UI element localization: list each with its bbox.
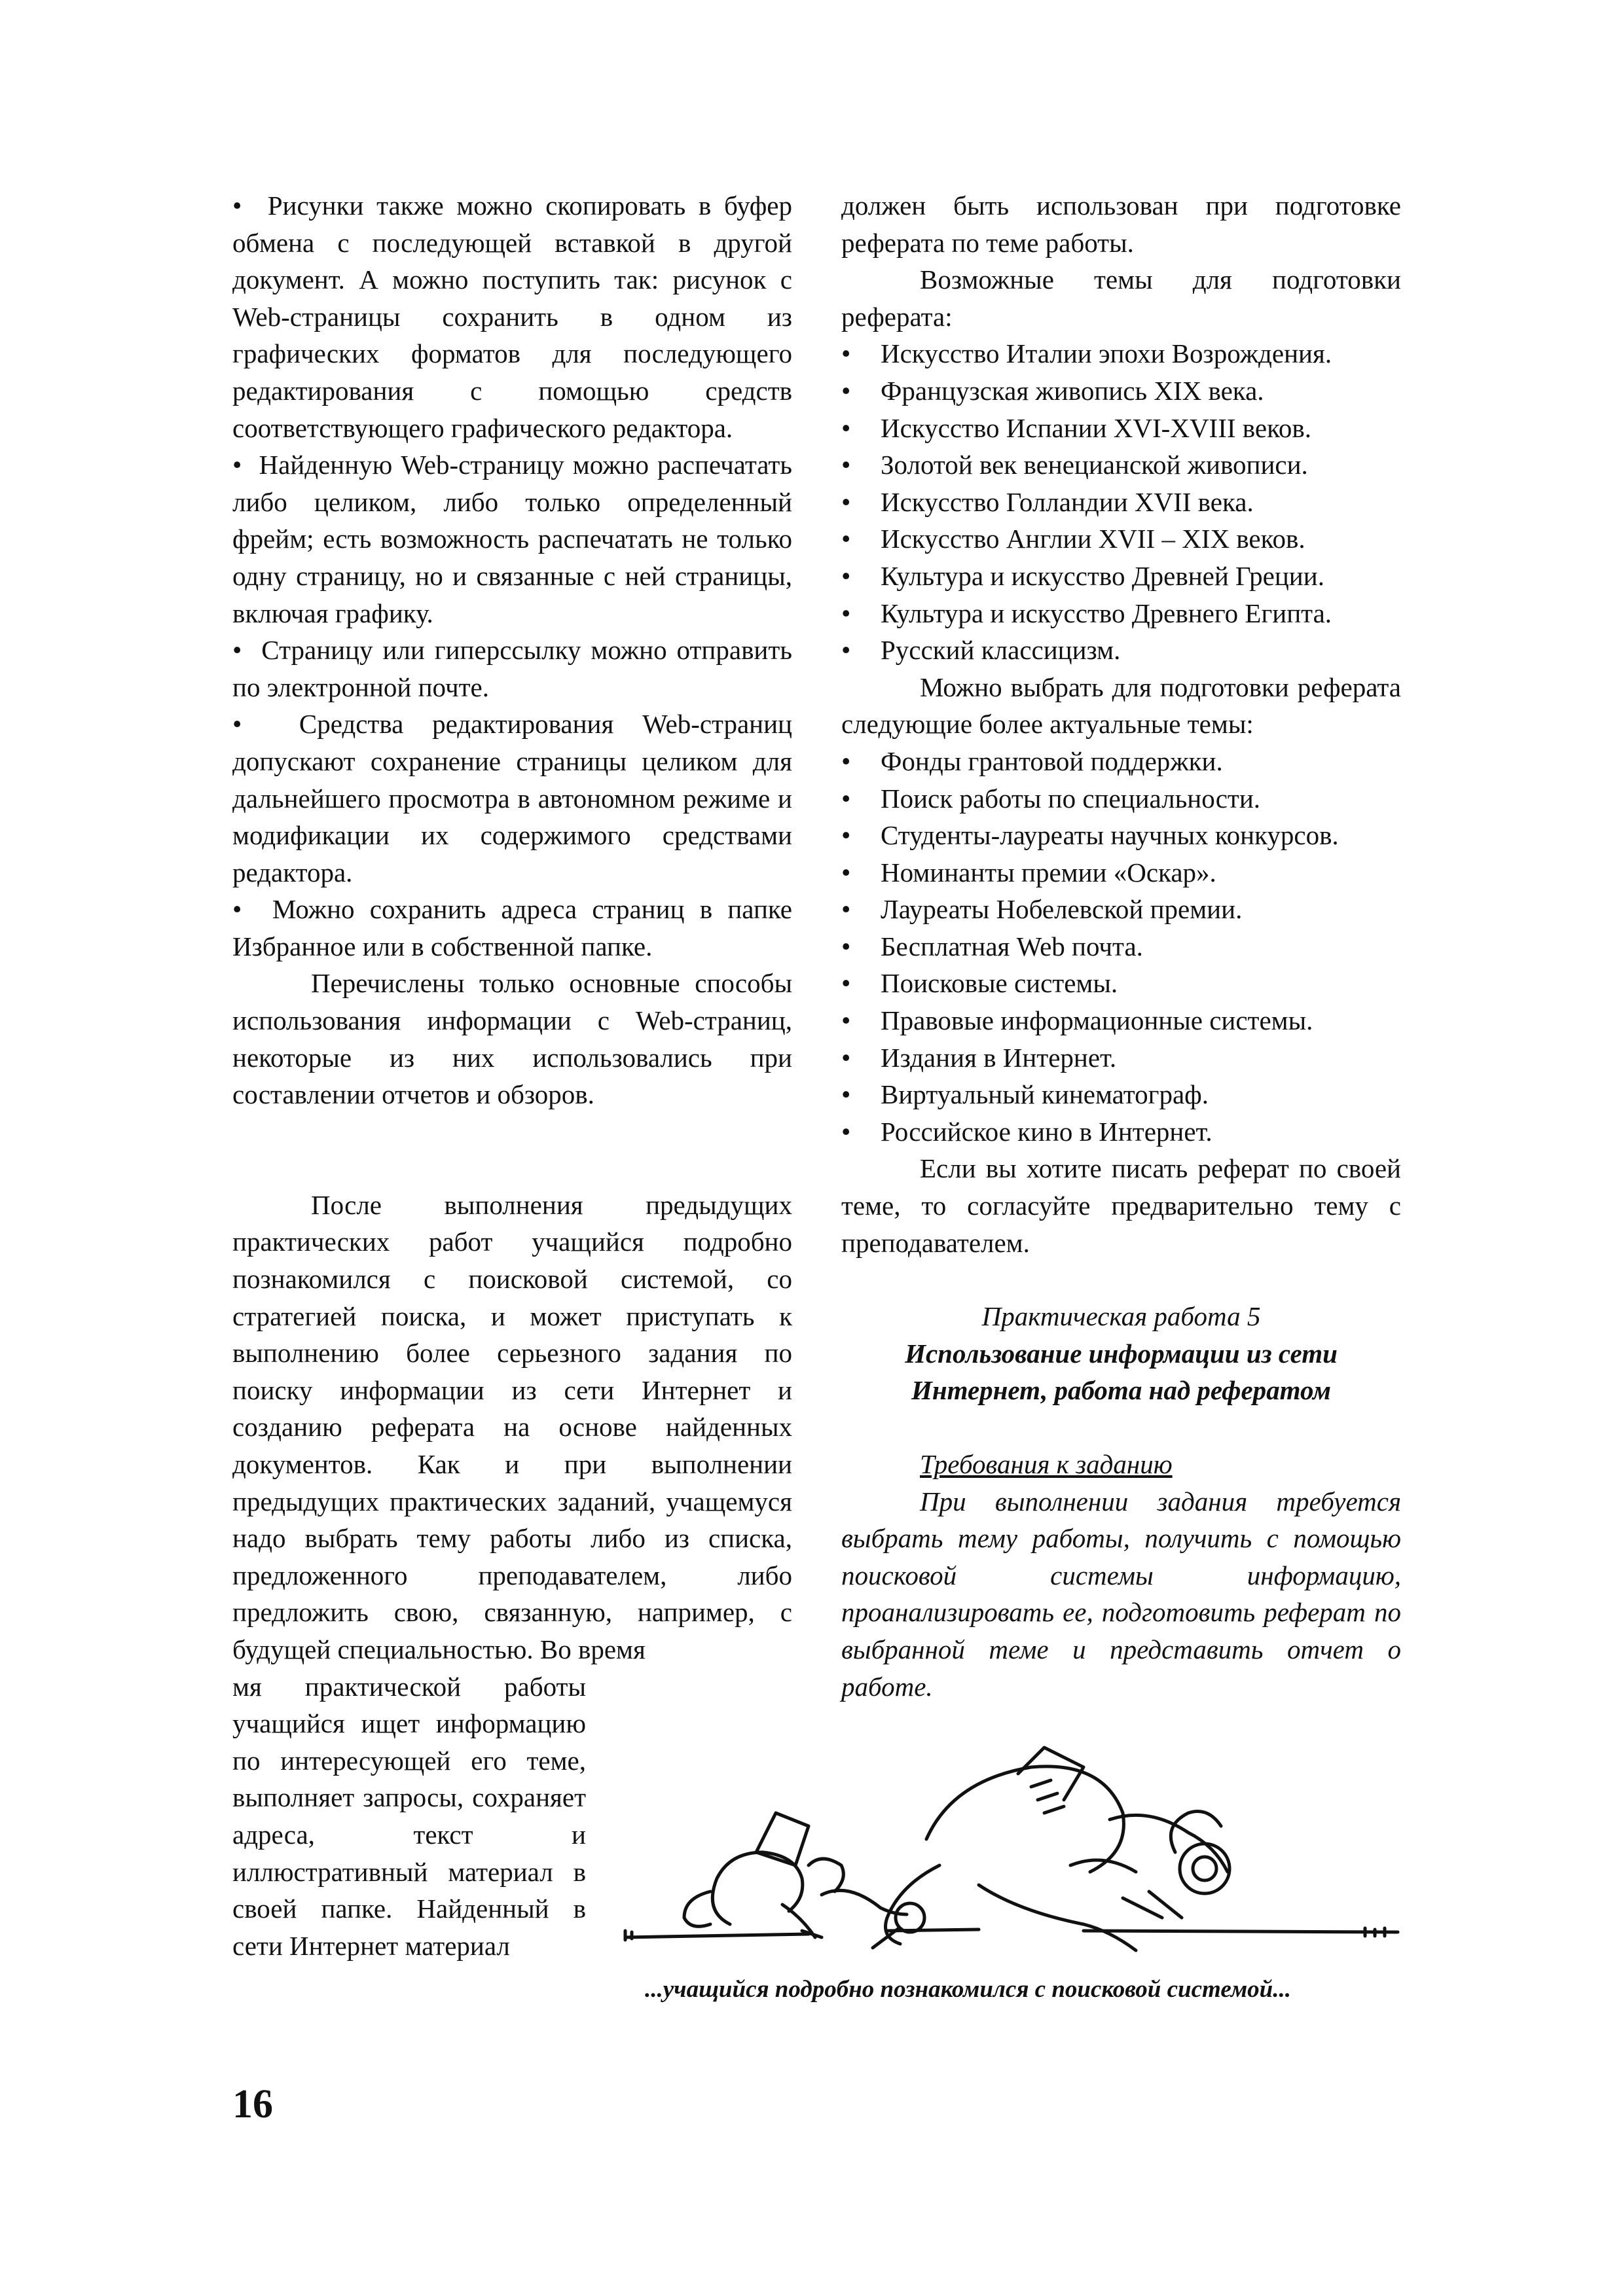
- list-item: • Правовые информационные системы.: [841, 1002, 1401, 1039]
- requirements-text: При выполнении задания требуется выбрать тему работы, получить с помощью поисковой системы информацию, проанализировать ее, подготовить реферат по выбранной теме и представить отчет о работе.: [841, 1486, 1401, 1702]
- work-title-line-1: Использование информации из сети: [905, 1338, 1338, 1369]
- task-intro-paragraph: После выполнения предыдущих практических работ учащийся подробно познакомился с поисковой системой, со стратегией поиска, и может приступать к выполнению более серьезного задания по поиску информации из сети Интернет и созданию реферата на основе найденных документов. Как и при выполнении предыдущих практических заданий, учащемуся надо выбрать тему работы либо из списка, предложенного преподавателем, либо предложить свою, связанную, например, с будущей специальностью. Во время: [232, 1189, 792, 1664]
- list-item: • Культура и искусство Древней Греции.: [841, 558, 1401, 595]
- actual-topics-intro: Можно выбрать для подготовки реферата следующие более актуальные темы:: [841, 672, 1401, 740]
- task-intro-continuation: мя практической работы учащийся ищет информацию по интересующей его теме, выполняет запросы, сохраняет адреса, текст и иллюстративный материал в своей папке. Найденный в сети Интернет материал: [232, 1671, 586, 1961]
- list-item: • Номинанты премии «Оскар».: [841, 854, 1401, 891]
- summary-paragraph: Перечислены только основные способы использования информации с Web-страниц, некоторые из них использовались при составлении отчетов и обзоров.: [232, 968, 792, 1110]
- list-item: • Поисковые системы.: [841, 965, 1401, 1002]
- spacer: [232, 1113, 792, 1187]
- list-item: • Лауреаты Нобелевской премии.: [841, 891, 1401, 928]
- list-item: • Золотой век венецианской живописи.: [841, 446, 1401, 484]
- list-item: • Российское кино в Интернет.: [841, 1113, 1401, 1151]
- list-item: • Бесплатная Web почта.: [841, 928, 1401, 965]
- list-item: • Студенты-лауреаты научных конкурсов.: [841, 817, 1401, 854]
- actual-topics-list: [841, 743, 1401, 1151]
- list-item: • Искусство Голландии XVII века.: [841, 484, 1401, 521]
- spacer: [841, 1261, 1401, 1298]
- list-item: • Русский классицизм.: [841, 632, 1401, 669]
- bullet-paragraph: • Можно сохранить адреса страниц в папке Избранное или в собственной папке.: [232, 891, 792, 965]
- left-column: [232, 187, 792, 1964]
- page-number: 16: [232, 2082, 273, 2126]
- list-item: • Искусство Англии XVII – XIX веков.: [841, 520, 1401, 558]
- continuation-paragraph: должен быть использован при подготовке реферата по теме работы.: [841, 190, 1401, 258]
- bullet-paragraph: • Средства редактирования Web-страниц допускают сохранение страницы целиком для дальнейшего просмотра в автономном режиме и модификации их содержимого средствами редактора.: [232, 706, 792, 891]
- list-item: • Французская живопись XIX века.: [841, 372, 1401, 410]
- bullet-paragraph: • Рисунки также можно скопировать в буфер обмена с последующей вставкой в другой документ. А можно поступить так: рисунок с Web-страницы сохранить в одном из графических форматов для последующего редактирования с помощью средств соответствующего графического редактора.: [232, 187, 792, 446]
- bullet-paragraph: • Страницу или гиперссылку можно отправить по электронной почте.: [232, 632, 792, 706]
- work-label: Практическая работа 5: [981, 1301, 1261, 1332]
- list-item: • Культура и искусство Древнего Египта.: [841, 595, 1401, 632]
- own-topic-note: Если вы хотите писать реферат по своей теме, то согласуйте предварительно тему с преподавателем.: [841, 1153, 1401, 1258]
- topics-list: [841, 335, 1401, 668]
- list-item: • Поиск работы по специальности.: [841, 780, 1401, 817]
- requirements-heading: Требования к заданию: [920, 1449, 1173, 1479]
- list-item: • Фонды грантовой поддержки.: [841, 743, 1401, 780]
- bullet-paragraph: • Найденную Web-страницу можно распечатать либо целиком, либо только определенный фрейм; есть возможность распечатать не только одну страницу, но и связанные с ней страницы, включая графику.: [232, 446, 792, 632]
- right-column: [841, 187, 1401, 1705]
- list-item: • Искусство Испании XVI-XVIII веков.: [841, 410, 1401, 447]
- list-item: • Издания в Интернет.: [841, 1039, 1401, 1077]
- list-item: • Искусство Италии эпохи Возрождения.: [841, 335, 1401, 372]
- spacer: [841, 1409, 1401, 1446]
- search-cartoon-illustration: [612, 1734, 1414, 1964]
- work-title-line-2: Интернет, работа над рефератом: [911, 1375, 1332, 1406]
- topics-intro: Возможные темы для подготовки реферата:: [841, 264, 1401, 332]
- list-item: • Виртуальный кинематограф.: [841, 1076, 1401, 1113]
- illustration-caption: ...учащийся подробно познакомился с поисковой системой...: [645, 1976, 1292, 2003]
